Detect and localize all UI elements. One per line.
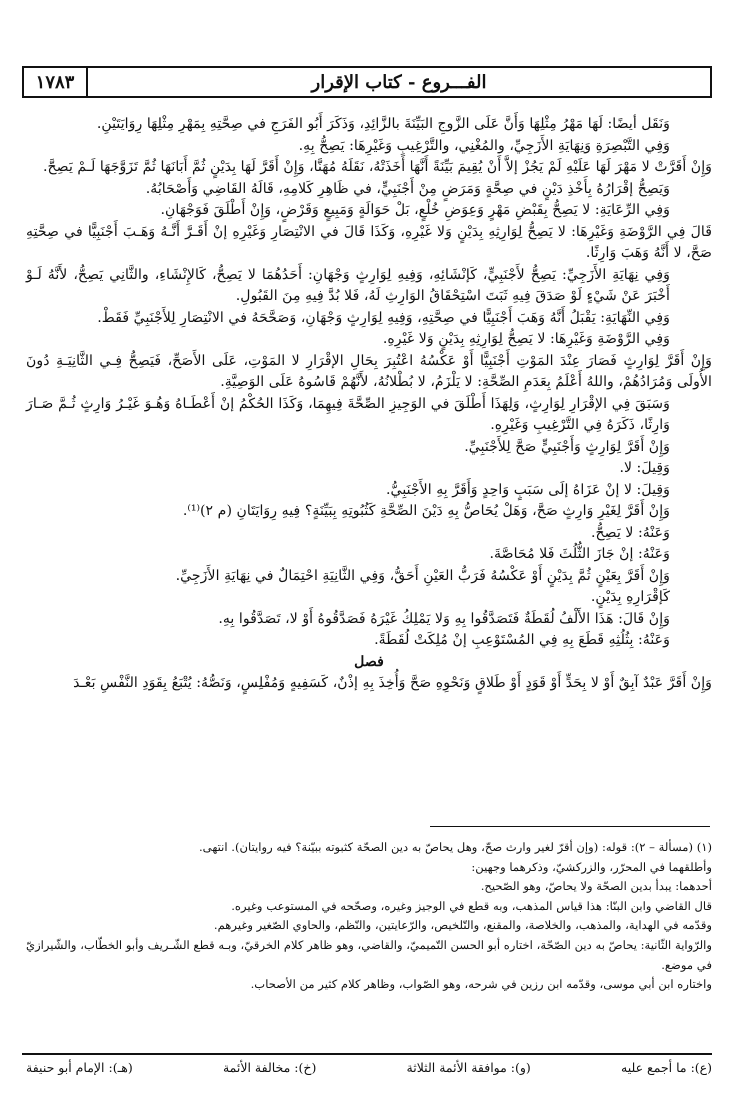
page-header: [22, 66, 712, 98]
text-paragraph: قَالَ فِي الرَّوْضَةِ وَغَيْرِهَا: لا يَصِحُّ لِوَارِثِهِ بِدَيْنٍ وَلا غَيْرِهِ، وَكَذَا قَالَ في الانْتِصَارِ وَغَيْرِهِ إنْ أَقَـرَّ أَنَّـهُ وَهَـبَ أَجْنَبِيًّا في صِحَّتِهِ صَحَّ، لا أَنَّهُ وَهَبَ وَارِثًا.: [26, 223, 712, 261]
footnote-line: والرّواية الثّانية: يحاصّ به دين الصّحّة، اختاره أبو الحسن التّميميّ، والقاضي، وهو ظاهر كلام الخرقيّ، وبـه قطع الشّـريف وأبو الخطّاب، والشّيرازيّ في موضع.: [26, 937, 712, 972]
text-paragraph: وَفِي النِّهَايَةِ: يَقْبَلُ أَنَّهُ وَهَبَ أَجْنَبِيًّا في صِحَّتِهِ، وَفِيهِ لِوَارِثٍ وَجْهَانِ، وَصَحَّحَهُ في الانْتِصَارِ لِلأَجْنَبِيِّ فَقَطْ.: [97, 309, 670, 326]
text-paragraph: وَإِنْ أَقَرَّ عَبْدٌ آبِقٌ أَوْ لا بِحَدٍّ أَوْ قَوَدٍ أَوْ طَلاقٍ وَنَحْوِهِ صَحَّ وَأُخِذَ بِهِ إذْنٌ، كَسَفِيهٍ وَمُفْلِسٍ، وَنَصُّهُ: يُتْبَعُ بِقَوَدِ النَّفْسِ بَعْـدَ: [73, 675, 712, 691]
main-text: [26, 114, 712, 695]
footnote-line: (١) (مسألة – ٢): قوله: (وإن أقرّ لغير وارث صحّ، وهل يحاصّ به دين الصحّة كثبوته ببيّنة؟ فيه روايتان). انتهى.: [198, 840, 712, 854]
text-paragraph: وَإِنْ أَقَرَّتْ لا مَهْرَ لَهَا عَلَيْهِ لَمْ يَجُزْ إلاَّ أَنْ يُقِيمَ بَيِّنَةً أَنَّهَا أَخَذَتْهُ، نَقَلَهُ مُهَنَّا، وَإِنْ أَقَرَّ لَهَا بِدَيْنٍ ثُمَّ أَبَانَهَا ثُمَّ تَزَوَّجَهَا لَـمْ يَصِحَّ.: [42, 159, 712, 175]
text-paragraph: وَنَقَل أيضًا: لَهَا مَهْرُ مِثْلِهَا وَأَنَّ عَلَى الزَّوجِ البَيِّنَةَ بالزَّائِدِ، وَذَكَرَ أَبُو الفَرَجِ في صِحَّتِهِ بِمَهْرِ مِثْلِهَا رِوَايَتَيْنِ.: [96, 116, 670, 132]
text-paragraph: وَقِيلَ: لا إنْ عَزَاهُ إلَى سَبَبٍ وَاحِدٍ وَأَقَرَّ بِهِ الأَجْنَبِيُّ.: [385, 481, 670, 498]
text-paragraph: وَفِي الرَّوْضَةِ وَغَيْرِهَا: لا يَصِحُّ لِوَارِثِهِ بِدَيْنٍ وَلا غَيْرِهِ.: [382, 331, 670, 347]
text-paragraph: وَإِنْ أَقَرَّ بِعَيْنٍ ثُمَّ بِدَيْنٍ أَوْ عَكْسُهُ فَرَبُّ العَيْنِ أَحَقُّ، وَفِي الثَّانِيَةِ احْتِمَالٌ في نِهَايَةِ الأَزَجِيِّ.: [175, 567, 670, 584]
text-paragraph: وَقِيلَ: لا.: [619, 460, 670, 476]
text-paragraph: وَعَنْهُ: لا يَصِحُّ.: [590, 524, 670, 541]
legend-three-imams: (و): موافقة الأئمة الثلاثة: [406, 1060, 531, 1075]
text-paragraph: وَفِي نِهَايَةِ الأَزَجِيِّ: يَصِحُّ لأَجْنَبِيٍّ، كَإنْشَائِهِ، وَفِيهِ لِوَارِثٍ وَجْهَانِ: أَحَدُهُمَا لا يَصِحُّ، كَالإِنْشَاءِ، والثَّانِي يَصِحُّ، لأَنَّهُ لَـوْ أَخْبَرَ عَنْ شَيْءٍ لَوْ صَدَقَ فِيهِ ثَبَتَ اسْتِحْقَاقُ الوَارِثِ لَهُ، فَلا بُدَّ فِيهِ مِنَ القَبُولِ.: [26, 266, 670, 304]
text-paragraph: وَفِي الرِّعَايَةِ: لا يَصِحُّ بِقَبْضِ مَهْرٍ وَعِوَضِ خُلْعٍ، بَلْ حَوَالَةٍ وَمَبِيعٍ وَقَرْضٍ، وَإِنْ أَطْلَقَ فَوَجْهَانِ.: [160, 202, 670, 218]
page-number: ١٧٨٣: [24, 68, 88, 96]
legend-disagreement: (خ): مخالفة الأئمة: [222, 1060, 317, 1075]
footer-divider: [22, 1053, 712, 1055]
text-paragraph: وَإِنْ أَقَرَّ لِوَارِثٍ فَصَارَ عِنْدَ المَوْتِ أَجْنَبِيًّا أَوْ عَكْسُهُ اعْتُبِرَ بِحَالِ الإقْرَارِ لا المَوْتِ، عَلَى الأَصَحِّ، فَيَصِحُّ فِـي الثَّانِيَـةِ دُونَ الأُولَى وَمُرَادُهُمْ، واللهُ أَعْلَمُ بِعَدَمِ الصِّحَّةِ: لا يَلْزَمُ، لا بُطْلانُهُ، لأَنَّهُمْ قَاسُوهُ عَلَى الوَصِيَّةِ.: [26, 352, 712, 390]
text-paragraph: وَعَنْهُ: إنْ جَازَ الثُّلُثَ فَلا مُحَاصَّةَ.: [489, 546, 670, 562]
text-paragraph: وَسَبَقَ فِي الإقْرَارِ لِوَارِثٍ، وَلِهَذَا أَطْلَقَ في الوَجِيزِ الصِّحَّةَ فِيهِمَا، وَكَذَا الحُكْمُ إنْ أَعْطَـاهُ وَهُـوَ غَيْـرُ وَارِثٍ ثُـمَّ صَـارَ وَارِثًا، ذَكَرَهُ فِي التَّرْغِيبِ وَغَيْرِهِ.: [26, 395, 670, 433]
footnote-line: وقدّمه في الهداية، والمذهب، والخلاصة، والمقنع، والتّلخيص، والرّعايتين، والنّظم، والحاوي الصّغير وغيرهم.: [213, 918, 712, 933]
text-paragraph: وَإِنْ أَقَرَّ لِوَارِثٍ وَأَجْنَبِيٍّ صَحَّ لِلأَجْنَبِيِّ.: [464, 438, 670, 455]
footnote-divider: [430, 826, 710, 827]
text-paragraph: كَإقْرَارِهِ بِدَيْنٍ.: [590, 589, 670, 605]
text-paragraph: وَيَصِحُّ إقْرَارُهُ بِأَخْذِ دَيْنٍ في صِحَّةٍ وَمَرَضٍ مِنْ أَجْنَبِيٍّ، في ظَاهِرِ كَلامِهِ، قَالَهُ القَاضِي وَأَصْحَابُهُ.: [145, 180, 670, 197]
footnotes: [26, 838, 712, 995]
running-title: الفـــروع - كتاب الإقرار: [311, 71, 487, 93]
footnote-line: واختاره ابن أبي موسى، وقدّمه ابن رزين في شرحه، وهو الصّواب، وظاهر كلام كثير من الأصحاب.: [250, 977, 712, 992]
abbreviation-legend: [26, 1060, 712, 1075]
footnote-line: وأطلقهما في المحرّر، والزركشيّ، وذكرهما وجهين:: [471, 859, 712, 874]
footnote-line: قال القاضي وابن البنّا: هذا قياس المذهب، وبه قطع في الوجيز وغيره، وصحّحه في المستوعب وغيره.: [231, 898, 712, 913]
text-paragraph: وَفِي التَّبْصِرَةِ وَنِهَايَةِ الأَزَجِيِّ، والمُغْنِي، والتَّرْغِيبِ وَغَيْرِهَا: يَصِحُّ بِهِ.: [298, 137, 670, 154]
legend-consensus: (ع): ما أجمع عليه: [621, 1060, 712, 1075]
text-paragraph: وَإِنْ أَقَرَّ لِغَيْرِ وَارِثٍ صَحَّ، وَهَلْ يُحَاصُّ بِهِ دَيْنَ الصِّحَّةِ كَثُبُوتِهِ بِبَيِّنَةٍ؟ فِيهِ رِوَايَتَانِ (م ٢)⁽¹⁾.: [182, 503, 670, 519]
legend-abu-hanifa: (هـ): الإمام أبو حنيفة: [26, 1060, 133, 1075]
section-heading: فصل: [354, 653, 384, 670]
text-paragraph: وَإِنْ قَالَ: هَذَا الأَلْفُ لُقَطَةٌ فَتَصَدَّقُوا بِهِ وَلا يَمْلِكُ غَيْرَهُ فَصَدَّقُوهُ أَوْ لا، تَصَدَّقُوا بِهِ.: [218, 610, 670, 627]
footnote-line: أحدهما: يبدأ بدين الصحّة ولا يحاصّ، وهو الصّحيح.: [480, 879, 712, 894]
text-paragraph: وَعَنْهُ: بِثُلُثِهِ قَطَعَ بِهِ فِي المُسْتَوْعِبِ إنْ مُلِكَتْ لُقَطَةً.: [374, 632, 670, 648]
